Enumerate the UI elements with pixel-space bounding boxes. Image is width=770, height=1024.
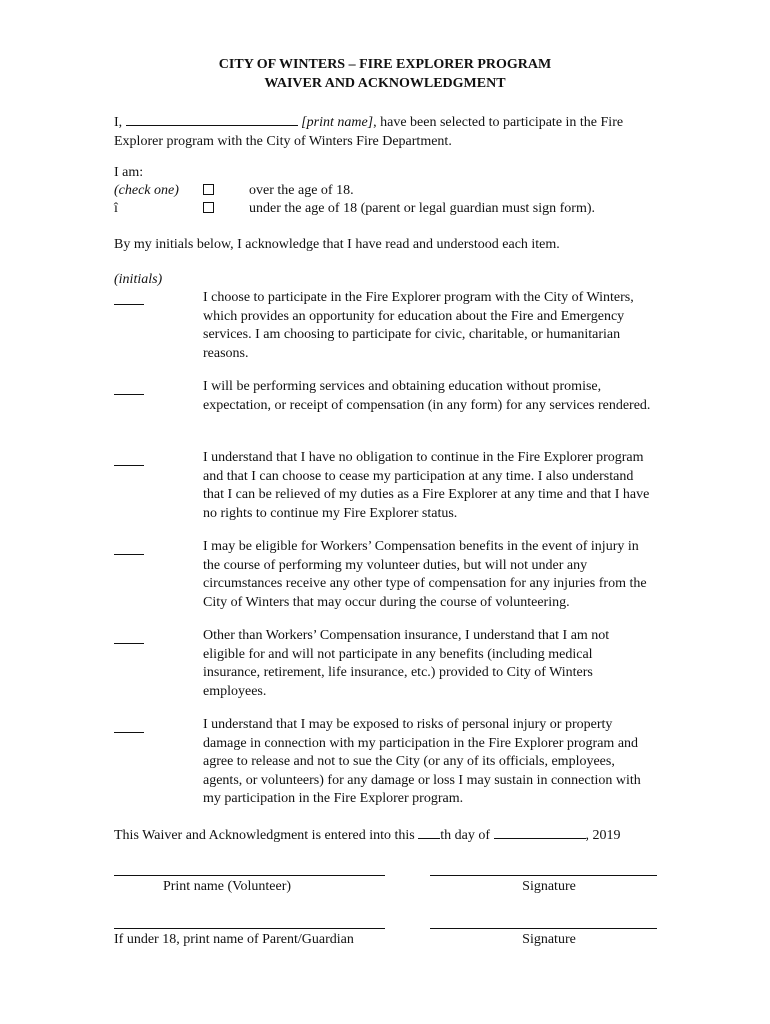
age-option-over-18[interactable] [203,182,354,201]
volunteer-name-line[interactable] [114,875,385,876]
ack-item: I will be performing services and obtaining education without promise, expectation, or receipt of compensation (in any form) for any services rendered. [203,379,651,413]
checkbox-under-18[interactable] [203,202,214,213]
print-name-hint: [print name] [301,115,374,130]
initials-field[interactable] [114,303,144,305]
age-option-label: over the age of 18. [249,183,354,198]
document-subtitle: WAIVER AND ACKNOWLEDGMENT [264,76,506,91]
age-option-label: under the age of 18 (parent or legal guardian must sign form). [249,201,596,216]
intro-prefix: I, [114,115,123,130]
checkbox-over-18[interactable] [203,184,214,195]
guardian-name-label: If under 18, print name of Parent/Guardian [114,932,354,947]
initials-label: (initials) [114,272,163,287]
initials-field[interactable] [114,642,144,644]
month-field[interactable] [494,824,586,839]
volunteer-signature-line[interactable] [430,875,657,876]
initials-field[interactable] [114,464,144,466]
age-label: I am: [114,165,144,180]
ack-item: I understand that I may be exposed to risks of personal injury or property damage in connection with my participation in the Fire Explorer program and agree to release and not to sue the City (or any of its officials, employees, agents, or volunteers) for any damage or loss I may sustain in connection with my participation in the Fire Explorer program. [203,717,641,806]
age-option-under-18[interactable] [203,200,596,219]
guardian-signature-line[interactable] [430,928,657,929]
ack-intro: By my initials below, I acknowledge that I have read and understood each item. [114,237,560,252]
ack-item: I understand that I have no obligation to continue in the Fire Explorer program and that I can choose to cease my participation at any time. I also understand that I can be relieved of my duties as a Fire Explorer at any time and that I have no rights to continue my Fire Explorer status. [203,450,650,521]
initials-field[interactable] [114,553,144,555]
volunteer-name-label: Print name (Volunteer) [162,879,292,894]
print-name-field[interactable] [126,111,298,126]
stray-mark: î [114,201,118,216]
ack-item: Other than Workers’ Compensation insurance, I understand that I am not eligible for and will not participate in any benefits (including medical insurance, retirement, life insurance, etc.) provided to City of Winters employees. [203,628,610,699]
day-field[interactable] [418,824,440,839]
ack-item: I choose to participate in the Fire Explorer program with the City of Winters, which provides an opportunity for education about the Fire and Emergency services. I am choosing to participate for civic, charitable, or humanitarian reasons. [203,290,634,361]
initials-field[interactable] [114,731,144,733]
age-check-hint: (check one) [114,183,179,198]
guardian-signature-label: Signature [522,932,576,947]
volunteer-signature-label: Signature [522,879,576,894]
intro-line2: Explorer program with the City of Winters Fire Department. [114,133,452,149]
intro-line1-rest: , have been selected to participate in the Fire [373,115,624,130]
ack-item: I may be eligible for Workers’ Compensation benefits in the event of injury in the course of performing my volunteer duties, but will not under any circumstances receive any other type of compensation for any injuries from the City of Winters that may occur during the course of volunteering. [203,539,647,610]
guardian-name-line[interactable] [114,928,385,929]
document-title: CITY OF WINTERS – FIRE EXPLORER PROGRAM [218,57,552,72]
initials-field[interactable] [114,393,144,395]
intro-paragraph [114,111,659,151]
closing-statement: This Waiver and Acknowledgment is entered into this th day of , 2019 [114,824,621,846]
